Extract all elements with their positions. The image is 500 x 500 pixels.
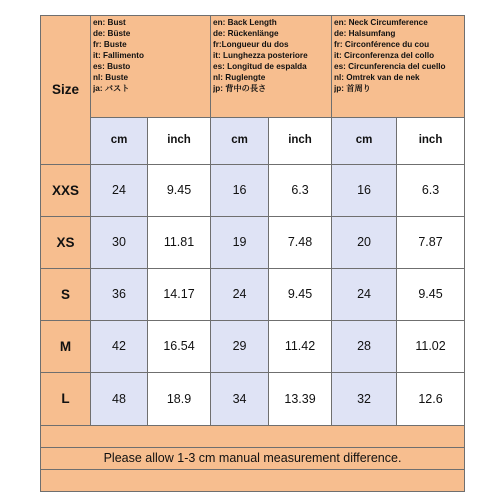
- table-cell: 16: [211, 165, 269, 217]
- measurement-note: Please allow 1-3 cm manual measurement difference.: [41, 448, 465, 470]
- neck-label-fr: fr: Circonférence du cou: [334, 40, 430, 49]
- table-cell: 12.6: [397, 373, 465, 426]
- size-label: L: [41, 373, 91, 426]
- note-spacer: [41, 426, 465, 448]
- table-cell: 36: [91, 269, 148, 321]
- table-cell: 24: [211, 269, 269, 321]
- size-chart-table: [40, 15, 465, 492]
- note-row: [41, 448, 465, 470]
- bust-label-es: es: Busto: [93, 62, 131, 71]
- back-length-label-it: it: Lunghezza posteriore: [213, 51, 308, 60]
- bust-label-fr: fr: Buste: [93, 40, 127, 49]
- table-cell: 32: [332, 373, 397, 426]
- table-cell: 28: [332, 321, 397, 373]
- table-cell: 9.45: [148, 165, 211, 217]
- neck-label-en: en: Neck Circumference: [334, 18, 428, 27]
- table-cell: 29: [211, 321, 269, 373]
- neck-label-jp: jp: 首周り: [334, 84, 371, 93]
- note-spacer: [41, 470, 465, 492]
- table-cell: 34: [211, 373, 269, 426]
- bust-label-ja: ja: バスト: [93, 84, 130, 93]
- table-cell: 13.39: [269, 373, 332, 426]
- bust-label-nl: nl: Buste: [93, 73, 129, 82]
- neck-label-de: de: Halsumfang: [334, 29, 396, 38]
- size-column-header: Size: [41, 16, 91, 165]
- table-cell: 9.45: [397, 269, 465, 321]
- table-cell: 9.45: [269, 269, 332, 321]
- back-length-label-fr: fr:Longueur du dos: [213, 40, 289, 49]
- note-spacer-row: [41, 470, 465, 492]
- table-cell: 24: [91, 165, 148, 217]
- table-cell: 14.17: [148, 269, 211, 321]
- bust-label-en: en: Bust: [93, 18, 126, 27]
- neck-label-nl: nl: Omtrek van de nek: [334, 73, 420, 82]
- neck-circumference-header: [332, 16, 465, 118]
- table-cell: 24: [332, 269, 397, 321]
- table-cell: 7.48: [269, 217, 332, 269]
- size-label: XS: [41, 217, 91, 269]
- table-cell: 6.3: [269, 165, 332, 217]
- unit-header-cell: cm: [211, 118, 269, 165]
- bust-label-it: it: Fallimento: [93, 51, 144, 60]
- table-row: [41, 165, 465, 217]
- neck-label-es: es: Circunferencia del cuello: [334, 62, 446, 71]
- table-row: [41, 373, 465, 426]
- table-cell: 48: [91, 373, 148, 426]
- unit-header-cell: inch: [148, 118, 211, 165]
- table-cell: 30: [91, 217, 148, 269]
- back-length-label-jp: jp: 背中の長さ: [213, 84, 267, 93]
- unit-header-cell: cm: [332, 118, 397, 165]
- back-length-label-de: de: Rückenlänge: [213, 29, 279, 38]
- table-row: [41, 321, 465, 373]
- table-cell: 42: [91, 321, 148, 373]
- bust-label-de: de: Büste: [93, 29, 131, 38]
- unit-header-cell: cm: [91, 118, 148, 165]
- size-label: M: [41, 321, 91, 373]
- table-cell: 16: [332, 165, 397, 217]
- table-cell: 6.3: [397, 165, 465, 217]
- neck-label-it: it: Circonferenza del collo: [334, 51, 435, 60]
- bust-header: [91, 16, 211, 118]
- size-label: XXS: [41, 165, 91, 217]
- table-cell: 11.02: [397, 321, 465, 373]
- note-spacer-row: [41, 426, 465, 448]
- table-cell: 16.54: [148, 321, 211, 373]
- back-length-label-en: en: Back Length: [213, 18, 277, 27]
- unit-header-cell: inch: [397, 118, 465, 165]
- measurement-header-row: [41, 16, 465, 118]
- table-cell: 19: [211, 217, 269, 269]
- unit-header-cell: inch: [269, 118, 332, 165]
- back-length-header: [211, 16, 332, 118]
- size-label: S: [41, 269, 91, 321]
- back-length-label-nl: nl: Ruglengte: [213, 73, 266, 82]
- unit-header-row: [41, 118, 465, 165]
- table-cell: 18.9: [148, 373, 211, 426]
- table-row: [41, 217, 465, 269]
- table-row: [41, 269, 465, 321]
- table-cell: 7.87: [397, 217, 465, 269]
- table-cell: 20: [332, 217, 397, 269]
- back-length-label-es: es: Longitud de espalda: [213, 62, 307, 71]
- table-cell: 11.81: [148, 217, 211, 269]
- table-cell: 11.42: [269, 321, 332, 373]
